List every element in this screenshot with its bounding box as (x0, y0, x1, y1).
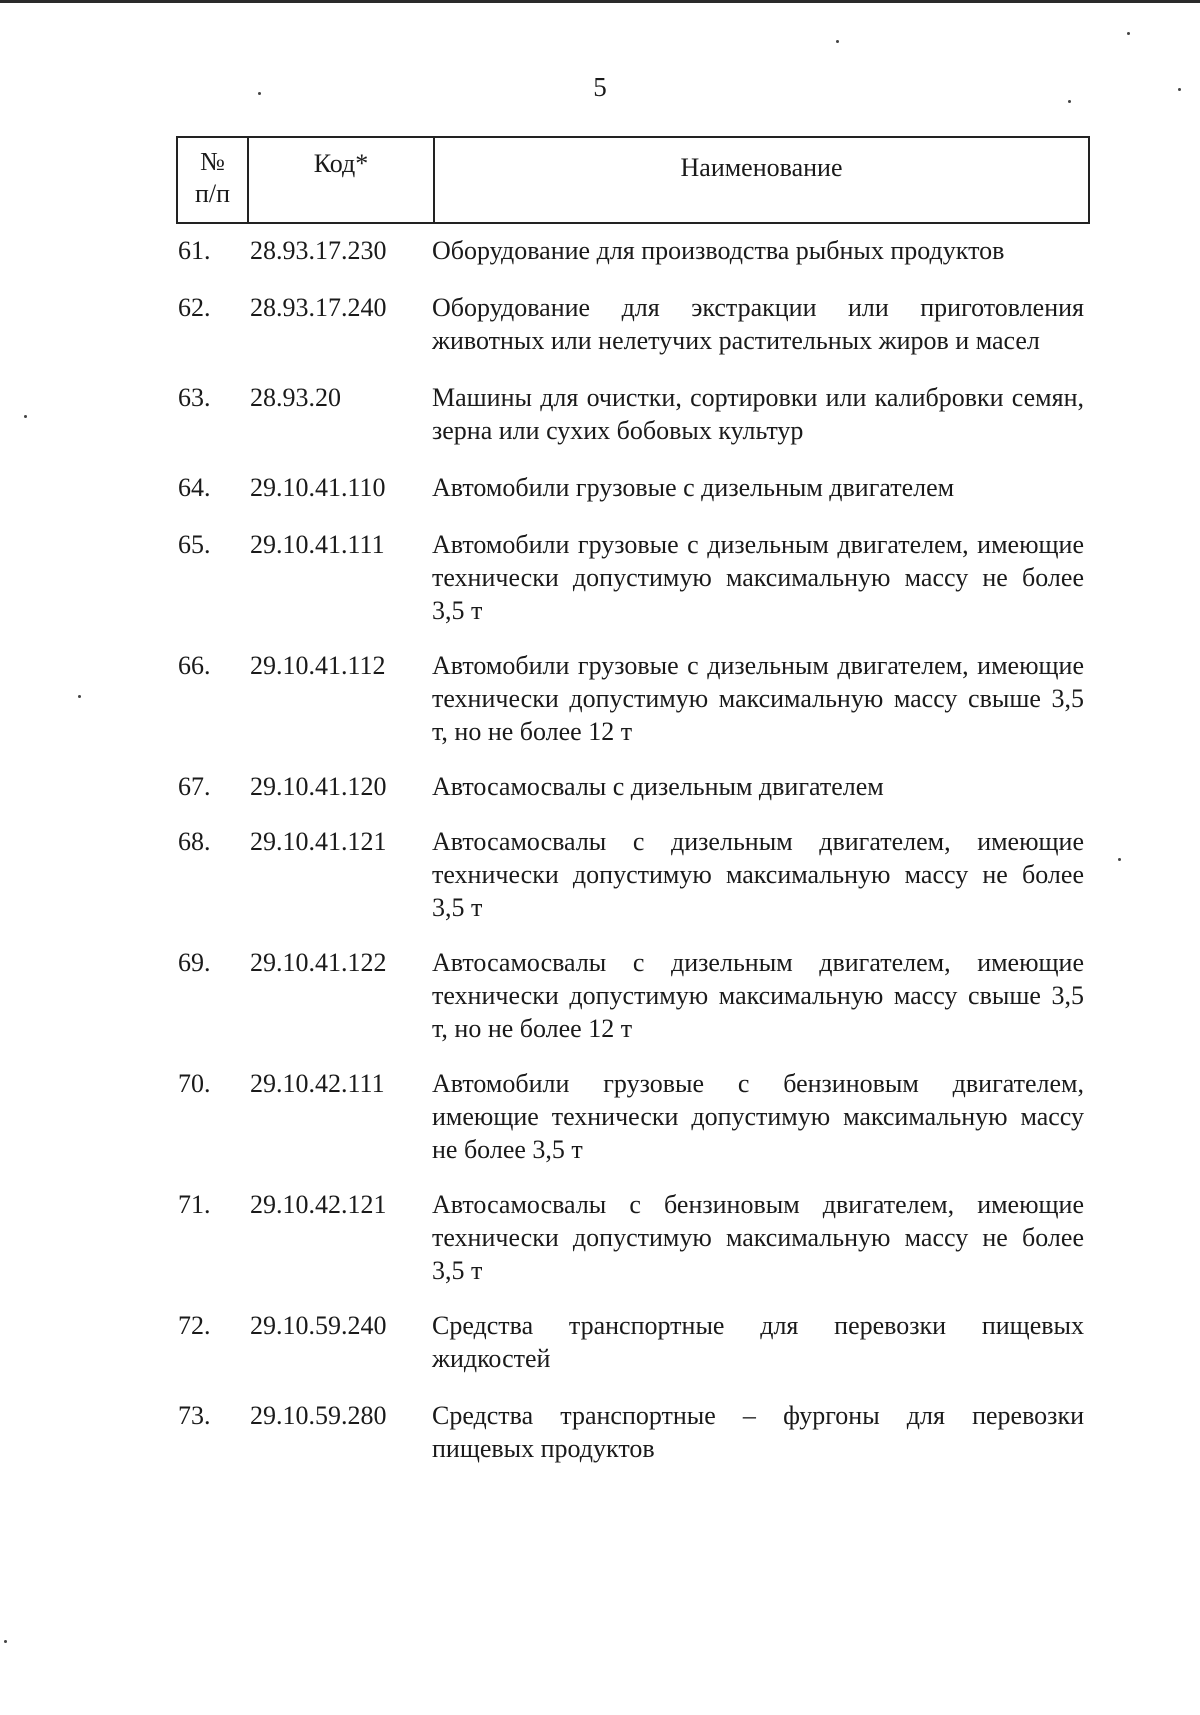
row-num: 71. (178, 1190, 211, 1219)
scan-speck (836, 40, 839, 43)
header-name: Наименование (680, 153, 843, 182)
row-name: Автомобили грузовые с дизельным двигателем (432, 473, 955, 502)
row-name: Автосамосвалы с дизельным двигателем, имеющие технически допустимую максимальную массу свыше 3,5 т, но не более 12 т (432, 948, 1084, 1043)
row-code: 28.93.20 (250, 383, 341, 412)
row-num: 65. (178, 530, 211, 559)
table-row (176, 528, 1090, 627)
row-code: 29.10.41.120 (250, 772, 387, 801)
row-num: 67. (178, 772, 211, 801)
row-name: Автосамосвалы с дизельным двигателем, имеющие технически допустимую максимальную массу не более 3,5 т (432, 827, 1084, 922)
row-code: 28.93.17.230 (250, 236, 387, 265)
scan-speck (78, 695, 81, 698)
table-row (176, 1399, 1090, 1465)
row-name: Оборудование для экстракции или приготовления животных или нелетучих растительных жиров и масел (432, 293, 1084, 355)
table-row (176, 234, 1090, 267)
row-num: 69. (178, 948, 211, 977)
table-row (176, 1067, 1090, 1166)
row-num: 64. (178, 473, 211, 502)
row-name: Машины для очистки, сортировки или калибровки семян, зерна или сухих бобовых культур (432, 383, 1084, 445)
row-code: 29.10.41.121 (250, 827, 387, 856)
row-code: 29.10.41.110 (250, 473, 386, 502)
row-name: Средства транспортные – фургоны для перевозки пищевых продуктов (432, 1401, 1084, 1463)
scan-speck (1118, 858, 1121, 861)
table-body (176, 226, 1090, 1465)
row-code: 29.10.42.111 (250, 1069, 385, 1098)
row-code: 29.10.41.111 (250, 530, 385, 559)
row-code: 29.10.41.122 (250, 948, 387, 977)
row-code: 29.10.41.112 (250, 651, 386, 680)
row-num: 66. (178, 651, 211, 680)
row-name: Автомобили грузовые с дизельным двигателем, имеющие технически допустимую максимальную массу не более 3,5 т (432, 530, 1084, 625)
row-code: 29.10.59.240 (250, 1311, 387, 1340)
row-num: 61. (178, 236, 211, 265)
scan-speck (1178, 88, 1181, 91)
table-row (176, 649, 1090, 748)
header-code: Код* (249, 138, 435, 222)
row-num: 70. (178, 1069, 211, 1098)
scan-speck (24, 415, 27, 418)
table-row (176, 1309, 1090, 1375)
row-num: 63. (178, 383, 211, 412)
scan-speck (4, 1640, 7, 1643)
row-name: Автомобили грузовые с бензиновым двигателем, имеющие технически допустимую максимальную массу не более 3,5 т (432, 1069, 1084, 1164)
row-code: 29.10.59.280 (250, 1401, 387, 1430)
row-num: 72. (178, 1311, 211, 1340)
table-row (176, 770, 1090, 803)
page-number: 5 (593, 72, 607, 102)
row-num: 62. (178, 293, 211, 322)
table-row (176, 1188, 1090, 1287)
table-header (176, 136, 1090, 224)
table-row (176, 825, 1090, 924)
row-code: 29.10.42.121 (250, 1190, 387, 1219)
table-row (176, 471, 1090, 504)
row-name: Автомобили грузовые с дизельным двигателем, имеющие технически допустимую максимальную массу свыше 3,5 т, но не более 12 т (432, 651, 1084, 746)
scan-speck (1127, 32, 1130, 35)
row-name: Оборудование для производства рыбных продуктов (432, 236, 1005, 265)
header-num: № п/п (178, 138, 249, 222)
top-border-line (0, 0, 1200, 3)
scan-speck (1068, 100, 1071, 103)
row-code: 28.93.17.240 (250, 293, 387, 322)
table-row (176, 291, 1090, 357)
table-row (176, 381, 1090, 447)
table-row (176, 946, 1090, 1045)
row-name: Автосамосвалы с бензиновым двигателем, имеющие технически допустимую максимальную массу не более 3,5 т (432, 1190, 1084, 1285)
row-num: 73. (178, 1401, 211, 1430)
scan-speck (258, 92, 261, 95)
row-num: 68. (178, 827, 211, 856)
row-name: Автосамосвалы с дизельным двигателем (432, 772, 884, 801)
row-name: Средства транспортные для перевозки пищевых жидкостей (432, 1311, 1084, 1373)
